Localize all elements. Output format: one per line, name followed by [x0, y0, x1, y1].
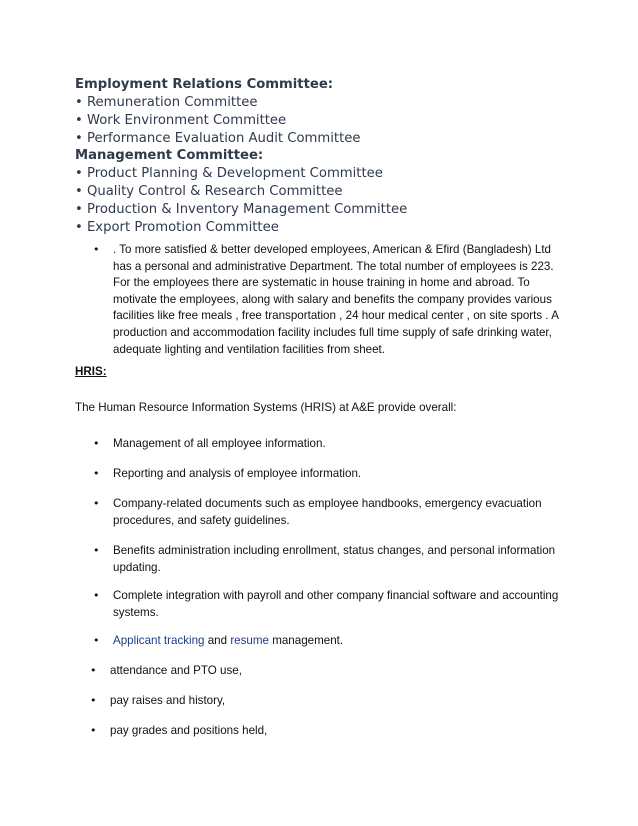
list-item-text: systems.	[113, 605, 159, 619]
management-item: • Quality Control & Research Committee	[75, 184, 343, 199]
list-item-text: Benefits administration including enrollment, status changes, and personal information	[113, 544, 556, 557]
applicant-tracking-link[interactable]: Applicant tracking	[113, 634, 205, 647]
management-item: • Production & Inventory Management Committee	[75, 202, 408, 217]
bullet-glyph: •	[90, 724, 97, 737]
intro-line: production and accommodation facility includes full time supply of safe drinking water,	[113, 325, 552, 339]
resume-link[interactable]: resume	[230, 634, 269, 647]
bullet-glyph: •	[93, 589, 100, 602]
intro-line: . To more satisfied & better developed employees, American & Efird (Bangladesh) Ltd	[113, 243, 552, 256]
management-item: • Product Planning & Development Committee	[75, 166, 383, 181]
intro-line: facilities like free meals , free transportation , 24 hour medical center , on site sports . A	[113, 309, 559, 323]
bullet-glyph: •	[90, 664, 97, 677]
bullet-glyph: •	[93, 243, 100, 256]
management-item: • Export Promotion Committee	[75, 220, 279, 235]
list-item-text: attendance and PTO use,	[110, 664, 242, 677]
list-item-text: Reporting and analysis of employee information.	[113, 467, 362, 480]
hris-title: HRIS:	[75, 365, 107, 378]
list-item-text: procedures, and safety guidelines.	[113, 513, 290, 527]
intro-line: For the employees there are systematic in house training in home and abroad. To	[113, 276, 530, 290]
employment-heading: Employment Relations Committee:	[75, 77, 334, 92]
bullet-glyph: •	[93, 437, 100, 450]
list-item-text: pay raises and history,	[110, 694, 226, 707]
intro-line: has a personal and administrative Department. The total number of employees is 223.	[113, 259, 554, 273]
applicant-tail-text: management.	[268, 634, 344, 647]
bullet-glyph: •	[90, 694, 97, 707]
bullet-glyph: •	[93, 634, 100, 647]
list-item-text: Company-related documents such as employee handbooks, emergency evacuation	[113, 497, 542, 510]
employment-item: • Remuneration Committee	[75, 95, 258, 110]
intro-line: adequate lighting and ventilation facilities from sheet.	[113, 342, 385, 356]
hris-list	[75, 0, 615, 826]
applicant-connector-text: and	[204, 634, 231, 647]
bullet-glyph: •	[93, 497, 100, 510]
hris-intro: The Human Resource Information Systems (HRIS) at A&E provide overall:	[75, 401, 457, 414]
bullet-glyph: •	[93, 467, 100, 480]
list-item-text: updating.	[113, 560, 161, 574]
list-item-text: Management of all employee information.	[113, 437, 326, 450]
employment-item: • Performance Evaluation Audit Committee	[75, 131, 361, 146]
management-heading: Management Committee:	[75, 148, 264, 163]
list-item-text: Complete integration with payroll and other company financial software and accounting	[113, 589, 559, 602]
bullet-glyph: •	[93, 544, 100, 557]
employment-item: • Work Environment Committee	[75, 113, 287, 128]
list-item-text: pay grades and positions held,	[110, 724, 268, 737]
intro-line: motivate the employees, along with salary and benefits the company provides various	[113, 292, 552, 306]
